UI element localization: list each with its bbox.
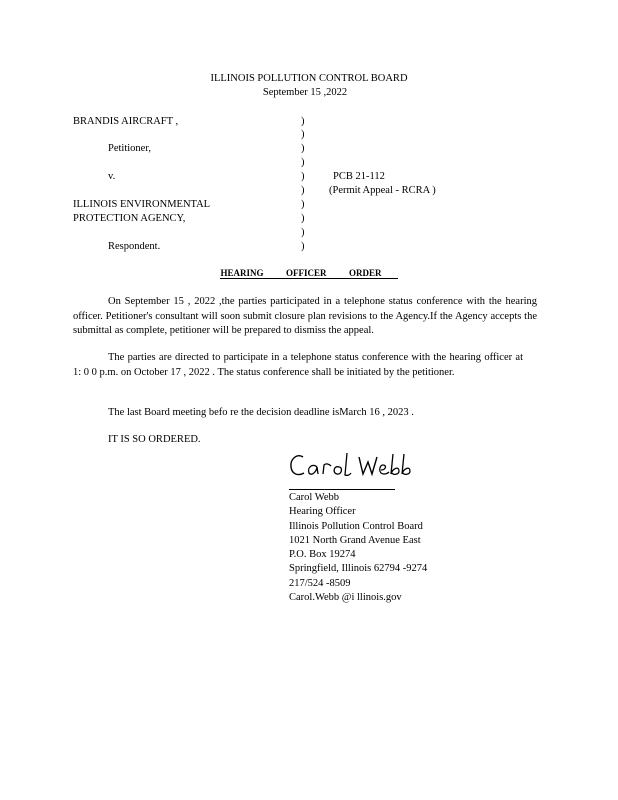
case-number: PCB 21-112	[333, 171, 385, 182]
paragraph-status-conference: On September 15 , 2022 ,the parties participated in a telephone status conference with the hearing officer. Petitioner's consultant will soon submit closure plan revisions to the Agency.If the Agency accepts the submittal as complete, petitioner will be prepared to dismiss the appeal.	[73, 296, 537, 336]
signer-email: Carol.Webb @i llinois.gov	[289, 592, 402, 604]
signer-phone: 217/524 -8509	[289, 577, 351, 589]
paren: )	[301, 213, 305, 224]
case-type: (Permit Appeal - RCRA )	[329, 185, 436, 196]
handwritten-signature	[287, 445, 417, 488]
signer-organization: Illinois Pollution Control Board	[289, 520, 423, 532]
paren: )	[301, 171, 305, 182]
paragraph-next-conference: The parties are directed to participate in a telephone status conference with the hearing officer at 1: 0 0 p.m. on October 17 , 2022 . The status conference shall be initiated by the petitioner.	[73, 352, 523, 378]
signer-name: Carol Webb	[289, 492, 339, 503]
petitioner-name: BRANDIS AIRCRAFT ,	[73, 116, 179, 127]
respondent-role: Respondent.	[108, 241, 161, 252]
paren: )	[301, 116, 305, 127]
paren: )	[301, 241, 305, 252]
paren: )	[301, 157, 305, 168]
versus-label: v.	[108, 171, 116, 182]
closing-statement: IT IS SO ORDERED.	[108, 434, 201, 445]
signer-street: 1021 North Grand Avenue East	[289, 534, 421, 546]
signer-title: Hearing Officer	[289, 506, 356, 518]
paragraph-deadline: The last Board meeting befo re the decision deadline isMarch 16 , 2023 .	[108, 407, 414, 418]
petitioner-role: Petitioner,	[108, 143, 152, 154]
paren: )	[301, 129, 305, 140]
paren: )	[301, 199, 305, 210]
signature-block	[289, 491, 427, 605]
paren: )	[301, 143, 305, 154]
respondent-name-line2: PROTECTION AGENCY,	[73, 213, 186, 224]
respondent-name-line1: ILLINOIS ENVIRONMENTAL	[73, 199, 211, 210]
order-heading: HEARING OFFICER ORDER	[220, 268, 397, 279]
order-date: September 15 ,2022	[262, 87, 348, 98]
signer-city: Springfield, Illinois 62794 -9274	[289, 563, 428, 575]
signature-line	[289, 489, 395, 490]
signer-po-box: P.O. Box 19274	[289, 549, 356, 561]
board-title: ILLINOIS POLLUTION CONTROL BOARD	[210, 73, 408, 84]
paren: )	[301, 227, 305, 238]
paren: )	[301, 185, 305, 196]
